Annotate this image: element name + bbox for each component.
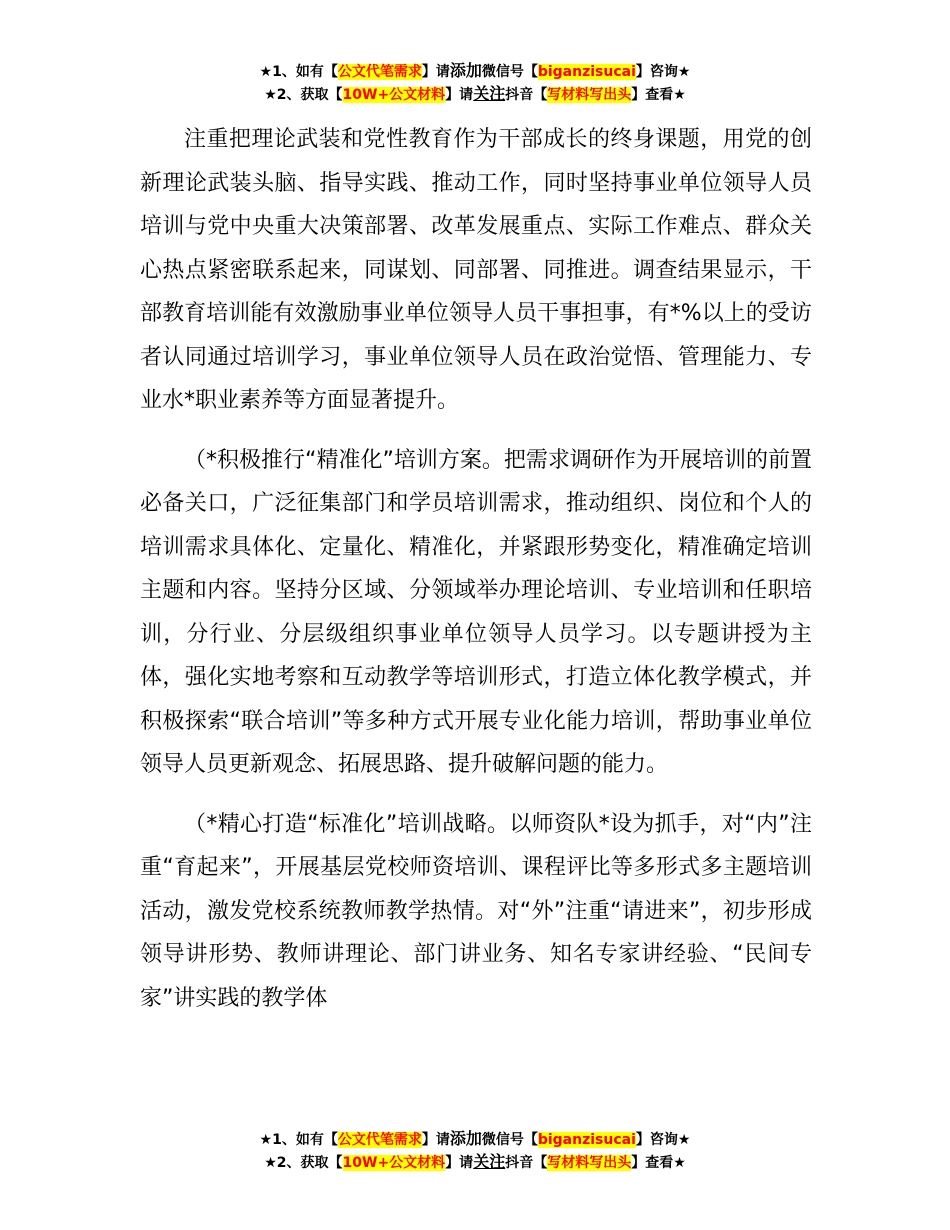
banner-text: 】咨询★: [635, 1132, 691, 1148]
banner-text: 】查看★: [631, 87, 686, 103]
banner-follow-word: 关注: [473, 84, 506, 103]
banner-text: ★1、如有【: [259, 1132, 338, 1148]
banner-text: 】请: [421, 1132, 450, 1148]
banner-line-1: [0, 1128, 950, 1151]
banner-text: 抖音【: [505, 87, 548, 103]
highlight-wechat-id: biganzisucai: [537, 64, 636, 80]
footer-banner: [0, 1128, 950, 1174]
paragraph-1: 注重把理论武装和党性教育作为干部成长的终身课题，用党的创新理论武装头脑、指导实践、推动工作，同时坚持事业单位领导人员培训与党中央重大决策部署、改革发展重点、实际工作难点、群众关心热点紧密联系起来，同谋划、同部署、同推进。调查结果显示，干部教育培训能有效激励事业单位领导人员干事担事，有*%以上的受访者认同通过培训学习，事业单位领导人员在政治觉悟、管理能力、专业水*职业素养等方面显著提升。: [140, 127, 812, 413]
highlight-wechat-id: biganzisucai: [537, 1132, 636, 1148]
banner-line-1: [0, 60, 950, 83]
header-banner: [0, 60, 950, 106]
banner-text: 】请: [421, 64, 450, 80]
banner-add-word: 添加: [449, 61, 482, 80]
paragraph-2: （*积极推行“精准化”培训方案。把需求调研作为开展培训的前置必备关口，广泛征集部门和学员培训需求，推动组织、岗位和个人的培训需求具体化、定量化、精准化，并紧跟形势变化，精准确定培训主题和内容。坚持分区域、分领域举办理论培训、专业培训和任职培训，分行业、分层级组织事业单位领导人员学习。以专题讲授为主体，强化实地考察和互动教学等培训形式，打造立体化教学模式，并积极探索“联合培训”等多种方式开展专业化能力培训，帮助事业单位领导人员更新观念、拓展思路、提升破解问题的能力。: [140, 447, 812, 777]
highlight-service: 公文代笔需求: [337, 64, 422, 80]
banner-text: ★2、获取【: [264, 1155, 343, 1171]
banner-add-word: 添加: [449, 1129, 482, 1148]
highlight-service: 公文代笔需求: [337, 1132, 422, 1148]
highlight-douyin-account: 写材料写出头: [547, 1155, 632, 1171]
banner-text: 】咨询★: [635, 64, 691, 80]
banner-text: 】请: [445, 87, 474, 103]
banner-line-2: [0, 1151, 950, 1174]
banner-line-2: [0, 83, 950, 106]
paragraph-3: （*精心打造“标准化”培训战略。以师资队*设为抓手，对“内”注重“育起来”，开展基层党校师资培训、课程评比等多形式多主题培训活动，激发党校系统教师教学热情。对“外”注重“请进来”，初步形成领导讲形势、教师讲理论、部门讲业务、知名专家讲经验、“民间专家”讲实践的教学体: [140, 811, 812, 1011]
banner-text: 抖音【: [505, 1155, 548, 1171]
highlight-materials: 10W+公文材料: [342, 1155, 446, 1171]
document-body: [140, 118, 812, 1020]
banner-follow-word: 关注: [473, 1152, 506, 1171]
banner-text: 】请: [445, 1155, 474, 1171]
highlight-douyin-account: 写材料写出头: [547, 87, 632, 103]
banner-text: ★1、如有【: [259, 64, 338, 80]
highlight-materials: 10W+公文材料: [342, 87, 446, 103]
banner-text: 】查看★: [631, 1155, 686, 1171]
banner-text: 微信号【: [481, 1132, 538, 1148]
banner-text: 微信号【: [481, 64, 538, 80]
banner-text: ★2、获取【: [264, 87, 343, 103]
